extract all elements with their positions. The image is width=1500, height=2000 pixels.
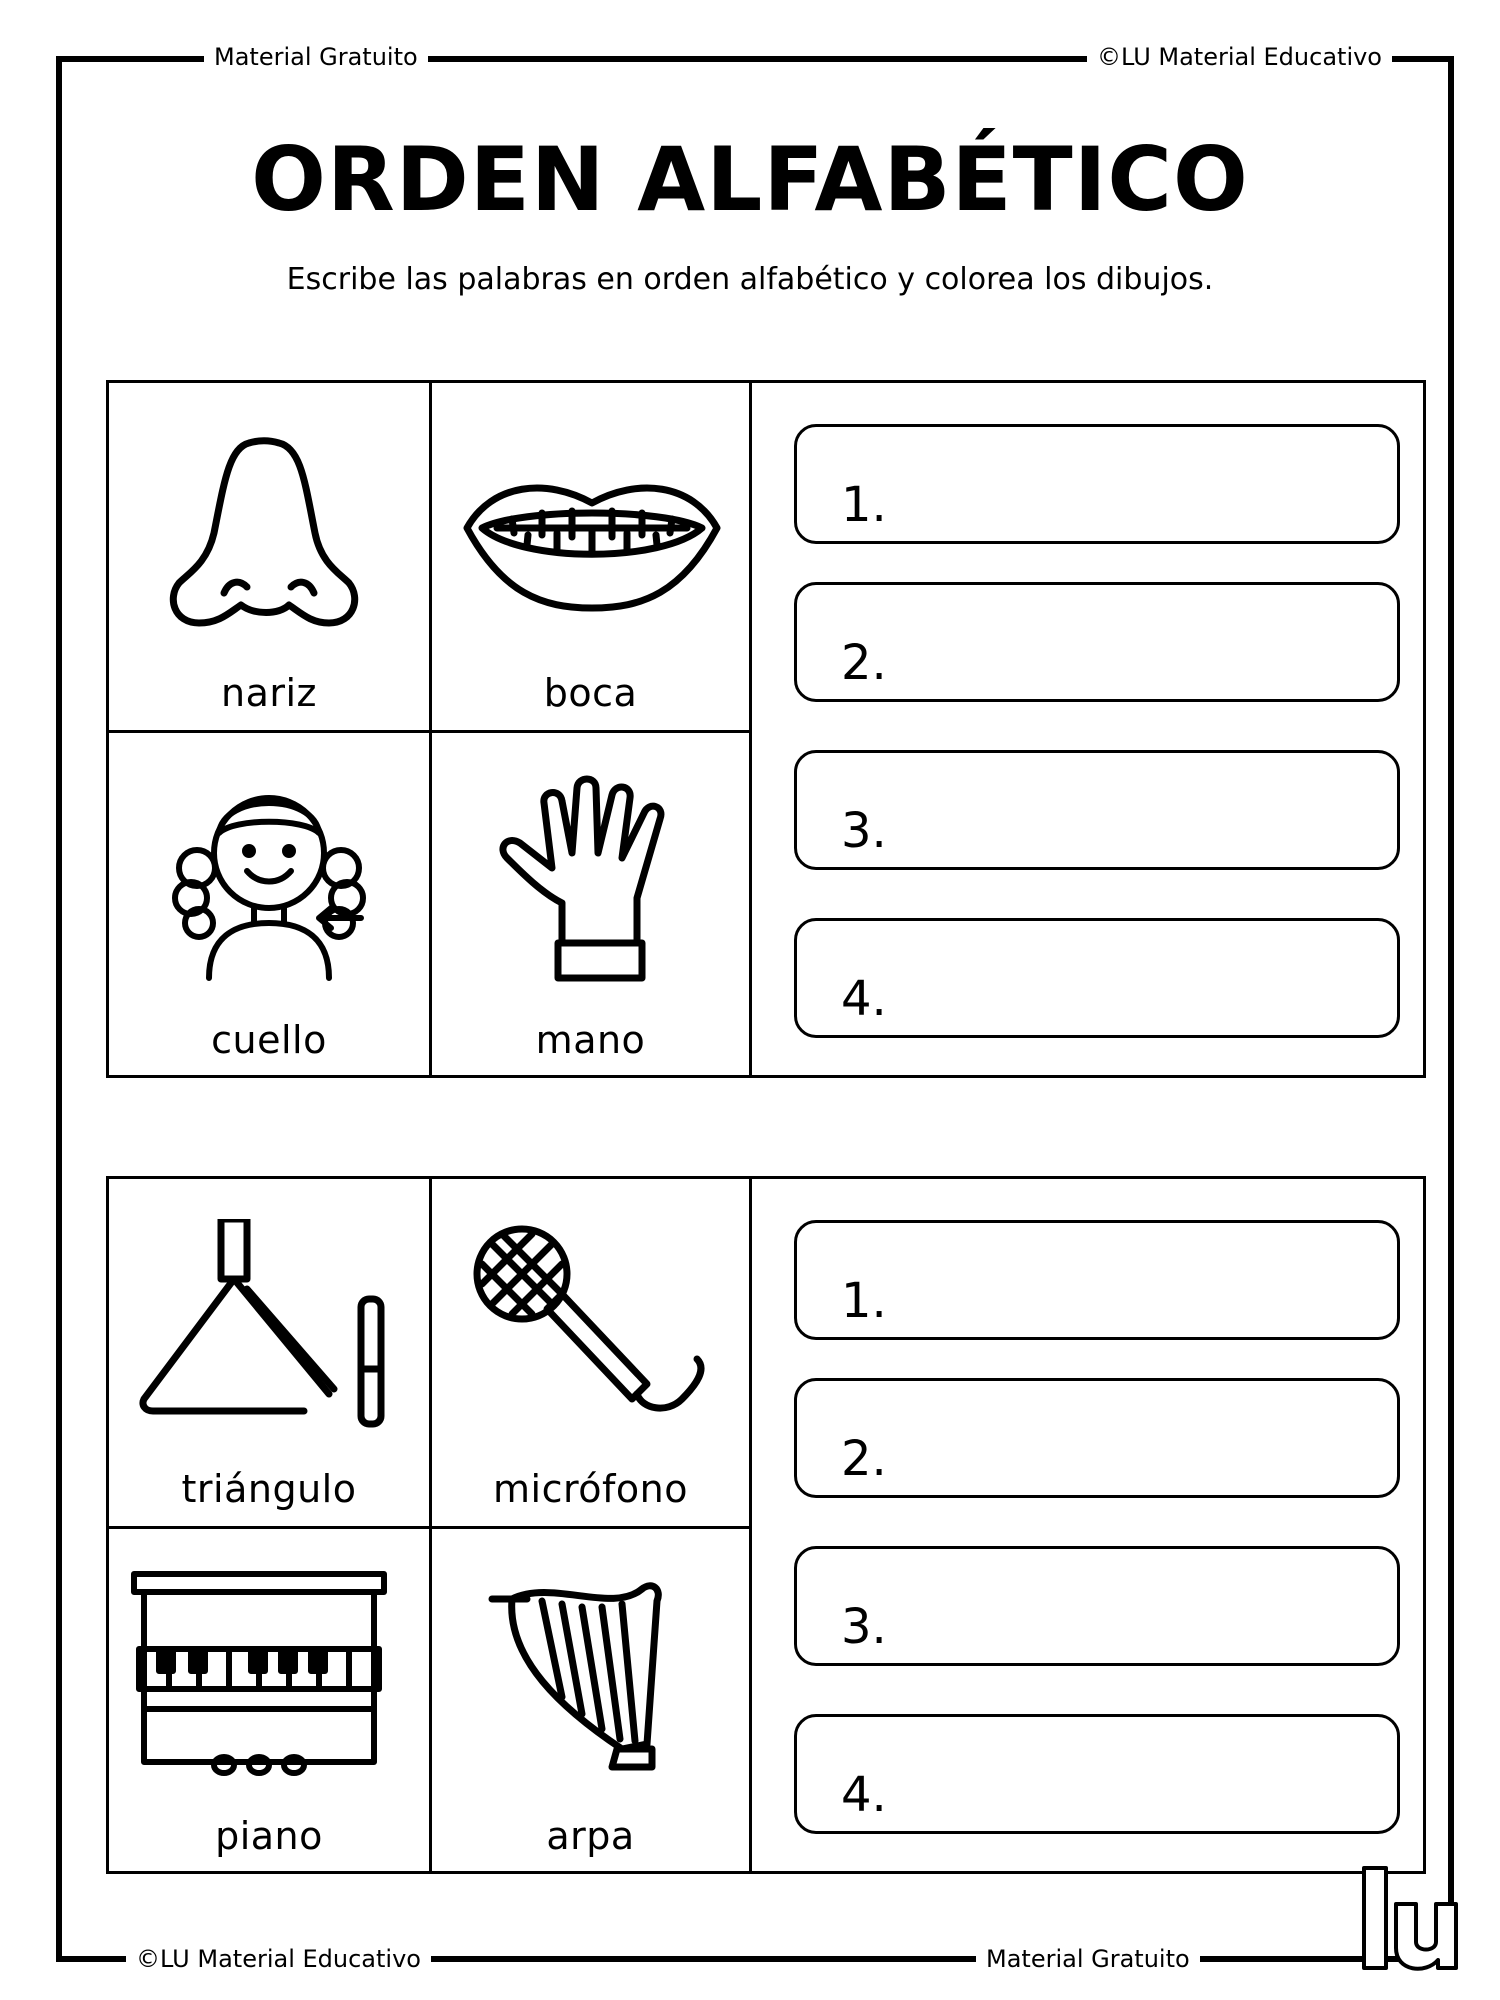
answer-number: 2. [841,635,887,691]
word-card [429,730,749,1077]
answer-number: 2. [841,1431,887,1487]
answer-number: 1. [841,477,887,533]
word-label: nariz [221,671,317,715]
word-label: triángulo [181,1467,357,1511]
answer-number: 4. [841,1767,887,1823]
answer-number: 3. [841,1599,887,1655]
answer-field[interactable] [794,582,1400,702]
frame-label-top-right: ©LU Material Educativo [1087,42,1392,72]
piano-icon [129,1569,409,1779]
mouth-icon [452,423,732,633]
word-card [429,1526,749,1873]
answer-field[interactable] [794,750,1400,870]
answer-number: 4. [841,971,887,1027]
answer-field[interactable] [794,918,1400,1038]
exercise-2 [106,1176,1426,1874]
lu-logo-icon [1356,1864,1466,1974]
answer-number: 1. [841,1273,887,1329]
divider [749,1179,752,1871]
word-card [429,1179,749,1526]
answer-field[interactable] [794,1378,1400,1498]
answer-field[interactable] [794,424,1400,544]
word-card [109,1179,429,1526]
triangle-instrument-icon [129,1219,409,1429]
frame-label-bottom-left: ©LU Material Educativo [126,1944,431,1974]
word-label: arpa [546,1814,635,1858]
word-label: piano [215,1814,323,1858]
word-label: micrófono [493,1467,688,1511]
answer-field[interactable] [794,1714,1400,1834]
nose-icon [129,423,409,633]
frame-label-bottom-right: Material Gratuito [976,1944,1200,1974]
instructions: Escribe las palabras en orden alfabético y colorea los dibujos. [286,262,1214,297]
divider [749,383,752,1075]
word-card [429,383,749,730]
word-label: mano [535,1018,646,1062]
microphone-icon [452,1219,732,1429]
word-card [109,1526,429,1873]
word-card [109,730,429,1077]
girl-neck-icon [129,773,409,983]
answer-field[interactable] [794,1546,1400,1666]
answer-field[interactable] [794,1220,1400,1340]
harp-icon [452,1569,732,1779]
answer-number: 3. [841,803,887,859]
word-label: boca [543,671,638,715]
page-title: ORDEN ALFABÉTICO [251,128,1249,231]
hand-icon [452,773,732,983]
word-card [109,383,429,730]
word-label: cuello [211,1018,327,1062]
exercise-1 [106,380,1426,1078]
frame-label-top-left: Material Gratuito [204,42,428,72]
